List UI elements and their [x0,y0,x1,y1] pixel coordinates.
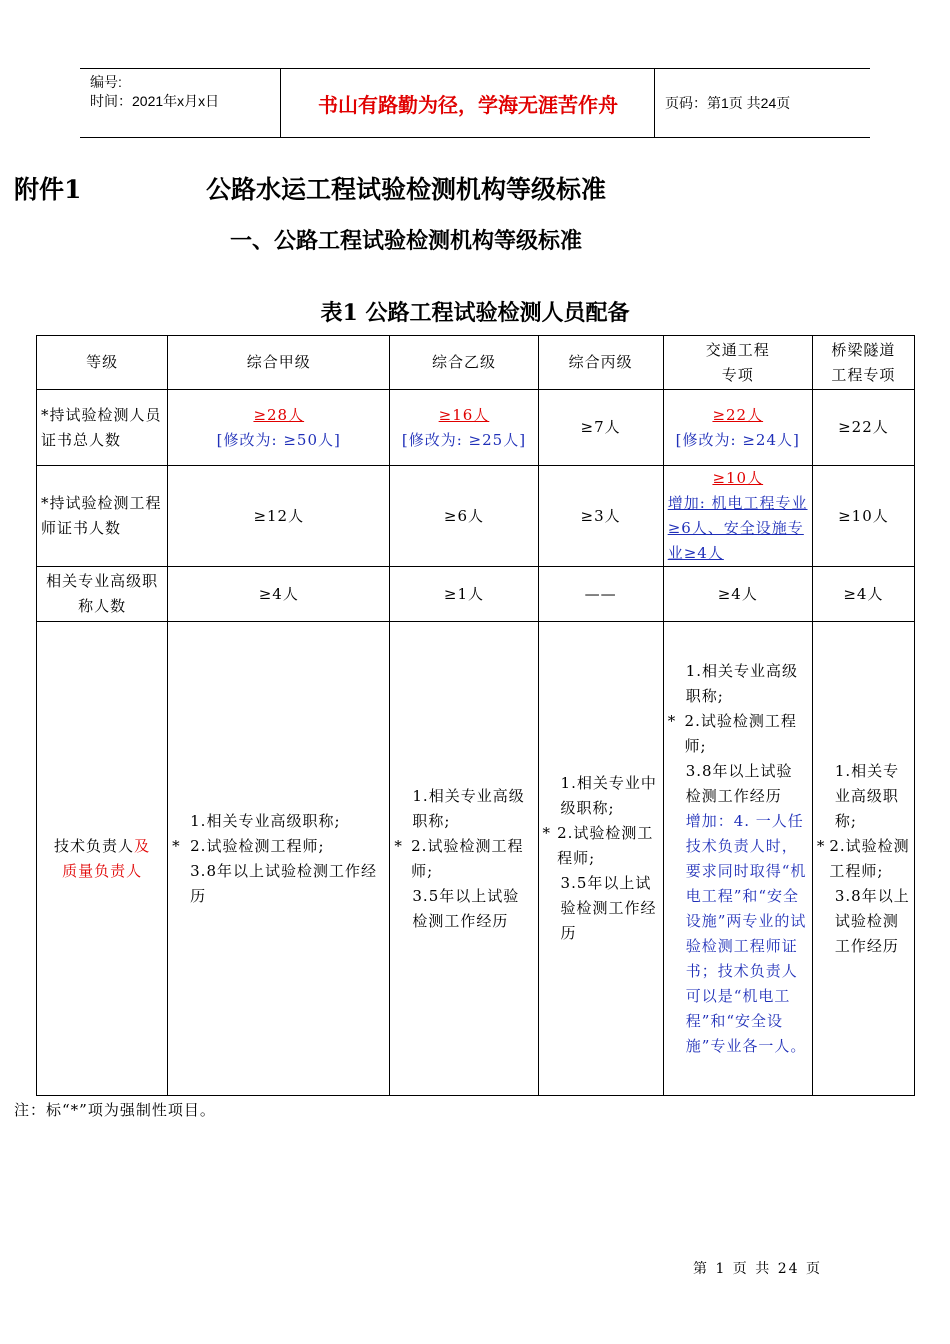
serial-label: 编号: [90,74,122,90]
label-part: 技术负责人 [54,836,135,855]
table-cell [390,390,538,466]
modified-value: [修改为: ≥24人] [675,430,800,449]
header-motto: 书山有路勤为径，学海无涯苦作舟 [282,69,655,137]
table-row [37,466,915,567]
table-cell: ≥1人 [390,567,538,622]
label-part: 及 [134,836,151,855]
header-cell: 交通工程 专项 [663,336,812,390]
header-meta [80,69,281,137]
header-cell: 桥梁隧道 工程专项 [812,336,914,390]
table-cell: ≥6人 [390,466,538,567]
requirement-item: * 2.试验检测工程师; [817,834,910,884]
mandatory-mark: * [816,836,826,855]
table-cell: ≥4人 [663,567,812,622]
requirement-item: 3.5年以上试验检测工作经历 [560,874,657,942]
table-cell [168,622,390,1096]
original-value: ≥22人 [712,405,764,424]
table-cell [663,390,812,466]
section-subtitle: 一、公路工程试验检测机构等级标准 [230,228,583,254]
table-row [37,622,915,1096]
table-cell [663,622,812,1096]
header-cell: 综合乙级 [390,336,538,390]
mandatory-mark: * [394,836,403,855]
row-label: 相关专业高级职称人数 [37,567,168,622]
mandatory-mark: * [172,836,181,855]
added-requirement: 增加: 机电工程专业≥6人、安全设施专业≥4人 [667,494,808,562]
requirement-item: 3.8年以上试验检测工作经历 [685,761,793,805]
table-cell [663,466,812,567]
table-cell: ≥4人 [812,567,914,622]
requirement-item: * 2.试验检测工程师; [668,709,808,759]
original-value: ≥28人 [253,405,305,424]
modified-value: [修改为: ≥50人] [216,430,341,449]
mandatory-mark: * [667,711,677,730]
requirement-item: * 2.试验检测工程师; [394,834,533,884]
time-label: 时间：2021年x月x日 [90,93,220,109]
requirement-item: 1.相关专业高级职称; [412,786,525,830]
added-requirement: 增加：4. 一人任技术负责人时，要求同时取得“机电工程”和“安全设施”两专业的试验检测工程师证书；技术负责人可以是“机电工程”和“安全设施”专业各一人。 [685,811,807,1055]
table-cell: —— [538,567,663,622]
requirement-item: 3.8年以上试验检测工作经历 [834,886,910,955]
table-cell: ≥12人 [168,466,390,567]
requirement-item: 1.相关专业高级职称; [685,661,798,705]
table-caption: 表1 公路工程试验检测人员配备 [320,300,630,326]
requirement-item: * 2.试验检测工程师; [543,821,659,871]
table-cell: ≥4人 [168,567,390,622]
table-cell: ≥22人 [812,390,914,466]
requirement-item: 1.相关专业高级职称; [190,811,341,830]
requirement-item: 1.相关专业中级职称; [560,774,657,817]
table-cell [812,622,914,1096]
attachment-label: 附件1 [14,175,82,204]
table-cell: ≥7人 [538,390,663,466]
requirement-item: 3.8年以上试验检测工作经历 [190,861,377,905]
original-value: ≥10人 [712,469,764,487]
modified-value: [修改为: ≥25人] [401,430,527,449]
header-cell: 等级 [37,336,168,390]
header-cell: 综合丙级 [538,336,663,390]
table-row [37,567,915,622]
requirement-item: 1.相关专业高级职称; [834,761,900,830]
staffing-table [36,335,915,1096]
table-cell [390,622,538,1096]
table-note: 注：标“*”项为强制性项目。 [14,1101,216,1119]
row-label: *持试验检测人员证书总人数 [37,390,168,466]
mandatory-mark: * [542,824,552,842]
requirement-item: * 2.试验检测工程师; [172,834,385,859]
requirement-item: 3.5年以上试验检测工作经历 [412,886,520,930]
table-row [37,390,915,466]
header-page-info: 页码：第1页 共24页 [665,95,791,111]
row-label: *持试验检测工程师证书人数 [37,466,168,567]
table-cell [168,390,390,466]
table-header-row [37,336,915,390]
page-footer: 第 1 页 共 24 页 [693,1261,822,1277]
row-label [37,622,168,1096]
table-cell [538,622,663,1096]
table-cell: ≥10人 [812,466,914,567]
header-cell: 综合甲级 [168,336,390,390]
table-cell: ≥3人 [538,466,663,567]
document-title: 公路水运工程试验检测机构等级标准 [206,175,607,204]
label-part: 质量负责人 [62,861,143,880]
page-header [80,68,870,138]
original-value: ≥16人 [438,405,490,424]
